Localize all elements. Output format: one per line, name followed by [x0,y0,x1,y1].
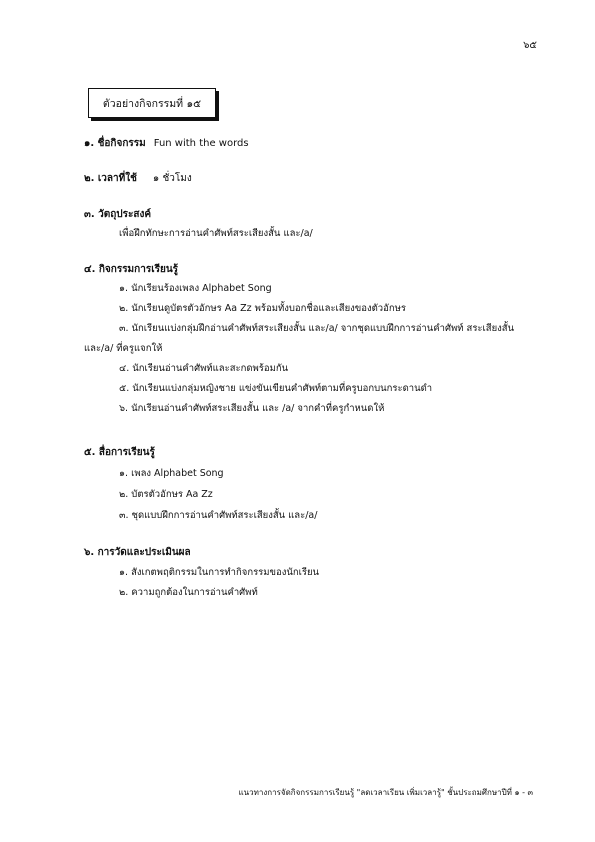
activity-step-2: ๒. นักเรียนดูบัตรตัวอักษร Aa Zz พร้อมทั้งบอกชื่อและเสียงของตัวอักษร [119,303,406,314]
evaluation-2: ๒. ความถูกต้องในการอ่านคำศัพท์ [119,587,258,598]
objective-text: เพื่อฝึกทักษะการอ่านคำศัพท์สระเสียงสั้น และ/a/ [119,228,313,239]
section-label: ๒. เวลาที่ใช้ [84,173,137,184]
material-3: ๓. ชุดแบบฝึกการอ่านคำศัพท์สระเสียงสั้น และ/a/ [119,510,318,521]
section-time [84,171,192,186]
material-2: ๒. บัตรตัวอักษร Aa Zz [119,489,213,500]
activity-step-1: ๑. นักเรียนร้องเพลง Alphabet Song [119,283,272,294]
section-activities: ๔. กิจกรรมการเรียนรู้ [84,264,179,275]
page-footer: แนวทางการจัดกิจกรรมการเรียนรู้ "ลดเวลาเรียน เพิ่มเวลารู้" ชั้นประถมศึกษาปีที่ ๑ - ๓ [238,788,533,797]
activity-title-box [88,88,216,118]
activity-title: ตัวอย่างกิจกรรมที่ ๑๕ [102,97,202,110]
time-value: ๑ ชั่วโมง [152,173,192,184]
section-evaluation: ๖. การวัดและประเมินผล [84,547,191,558]
section-materials: ๕. สื่อการเรียนรู้ [84,447,155,458]
activity-step-3: ๓. นักเรียนแบ่งกลุ่มฝึกอ่านคำศัพท์สระเสียงสั้น และ/a/ จากชุดแบบฝึกการอ่านคำศัพท์ สระเสียงสั้น [119,323,515,334]
activity-step-5: ๕. นักเรียนแบ่งกลุ่มหญิงชาย แข่งขันเขียนคำศัพท์ตามที่ครูบอกบนกระดานดำ [119,383,433,394]
section-activity-name [84,136,249,151]
section-label: ๑. ชื่อกิจกรรม [84,138,146,149]
page-number: ๖๕ [523,40,537,51]
material-1: ๑. เพลง Alphabet Song [119,468,224,479]
activity-step-4: ๔. นักเรียนอ่านคำศัพท์และสะกดพร้อมกัน [119,363,289,374]
activity-step-3-continued: และ/a/ ที่ครูแจกให้ [84,343,163,354]
evaluation-1: ๑. สังเกตพฤติกรรมในการทำกิจกรรมของนักเรียน [119,567,320,578]
activity-step-6: ๖. นักเรียนอ่านคำศัพท์สระเสียงสั้น และ /a/ จากคำที่ครูกำหนดให้ [119,403,385,414]
activity-name-value: Fun with the words [153,138,249,149]
section-objective: ๓. วัตถุประสงค์ [84,209,152,220]
